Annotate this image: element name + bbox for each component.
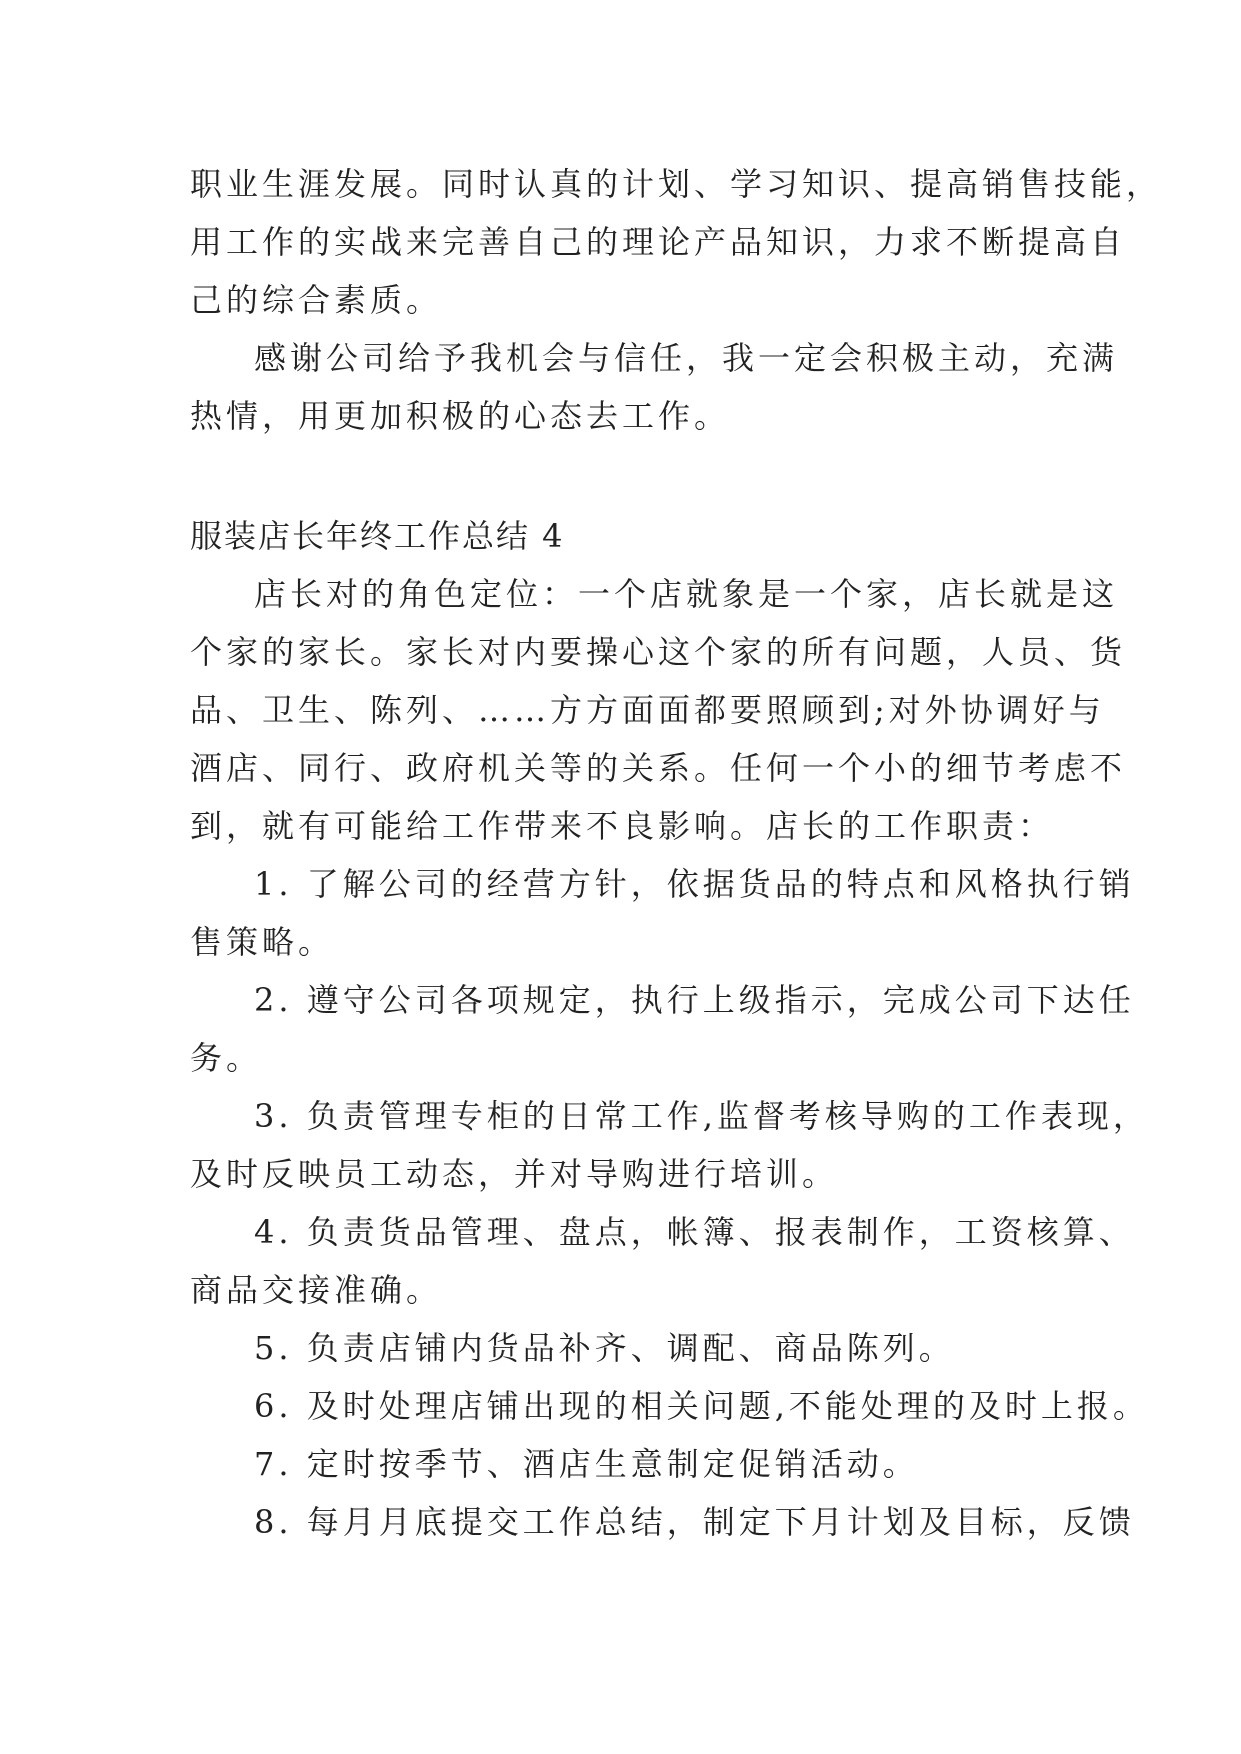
list-item-4: 4. 负责货品管理、盘点，帐簿、报表制作，工资核算、 <box>254 1213 1135 1251</box>
list-item-3-continuation: 及时反映员工动态，并对导购进行培训。 <box>190 1155 839 1193</box>
text-line: 用工作的实战来完善自己的理论产品知识，力求不断提高自 <box>190 223 1127 261</box>
text-line: 职业生涯发展。同时认真的计划、学习知识、提高销售技能， <box>190 165 1163 203</box>
text-line: 品、卫生、陈列、……方方面面都要照顾到;对外协调好与 <box>190 691 1105 729</box>
text-line: 热情，用更加积极的心态去工作。 <box>190 397 731 435</box>
text-line: 酒店、同行、政府机关等的关系。任何一个小的细节考虑不 <box>190 749 1127 787</box>
list-item-2-continuation: 务。 <box>190 1039 263 1077</box>
list-item-5: 5. 负责店铺内货品补齐、调配、商品陈列。 <box>254 1329 955 1367</box>
text-line: 个家的家长。家长对内要操心这个家的所有问题，人员、货 <box>190 633 1127 671</box>
list-item-8: 8. 每月月底提交工作总结，制定下月计划及目标，反馈 <box>254 1503 1135 1541</box>
text-line: 到，就有可能给工作带来不良影响。店长的工作职责： <box>190 807 1055 845</box>
list-item-1-continuation: 售策略。 <box>190 923 335 961</box>
paragraph-start-line: 店长对的角色定位：一个店就象是一个家，店长就是这 <box>254 575 1119 613</box>
text-line: 己的综合素质。 <box>190 281 443 319</box>
list-item-1: 1. 了解公司的经营方针，依据货品的特点和风格执行销 <box>254 865 1135 903</box>
list-item-6: 6. 及时处理店铺出现的相关问题,不能处理的及时上报。 <box>254 1387 1149 1425</box>
paragraph-start-line: 感谢公司给予我机会与信任，我一定会积极主动，充满 <box>254 339 1119 377</box>
list-item-7: 7. 定时按季节、酒店生意制定促销活动。 <box>254 1445 919 1483</box>
list-item-3: 3. 负责管理专柜的日常工作,监督考核导购的工作表现， <box>254 1097 1149 1135</box>
list-item-4-continuation: 商品交接准确。 <box>190 1271 443 1309</box>
section-heading: 服装店长年终工作总结 4 <box>190 517 565 555</box>
list-item-2: 2. 遵守公司各项规定，执行上级指示，完成公司下达任 <box>254 981 1135 1019</box>
